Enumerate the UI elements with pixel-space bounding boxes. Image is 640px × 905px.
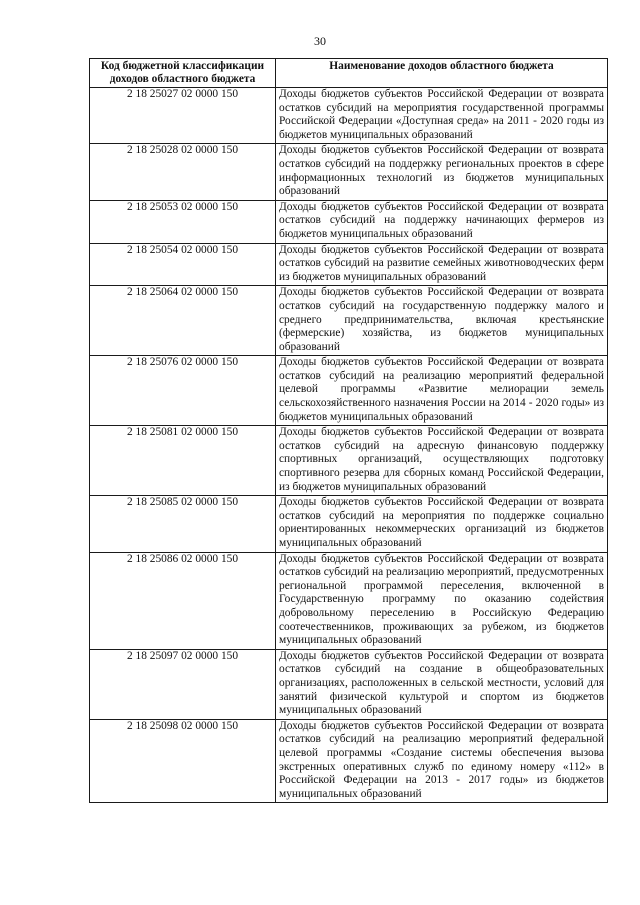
table-row (90, 88, 608, 144)
row-name: Доходы бюджетов субъектов Российской Федерации от возврата остатков субсидий на адресную финансовую поддержку спортивных организаций, осуществляющих подготовку спортивного резерва для сборных команд Российской Федерации, из бюджетов муниципальных образований (276, 426, 608, 496)
row-name: Доходы бюджетов субъектов Российской Федерации от возврата остатков субсидий на мероприятия по поддержке социально ориентированных некоммерческих организаций из бюджетов муниципальных образований (276, 496, 608, 552)
row-name: Доходы бюджетов субъектов Российской Федерации от возврата остатков субсидий на развитие семейных животноводческих ферм из бюджетов муниципальных образований (276, 243, 608, 286)
table-row (90, 243, 608, 286)
table-header-row (90, 59, 608, 88)
header-code: Код бюджетной классификации доходов областного бюджета (90, 59, 276, 88)
row-name: Доходы бюджетов субъектов Российской Федерации от возврата остатков субсидий на мероприятия государственной программы Российской Федерации «Доступная среда» на 2011 - 2020 годы из бюджетов муниципальных образований (276, 88, 608, 144)
row-code: 2 18 25053 02 0000 150 (90, 200, 276, 243)
row-name: Доходы бюджетов субъектов Российской Федерации от возврата остатков субсидий на государственную поддержку малого и среднего предпринимательства, включая крестьянские (фермерские) хозяйства, из бюджетов муниципальных образований (276, 286, 608, 356)
table-row (90, 286, 608, 356)
table-row (90, 144, 608, 200)
revenue-classification-table (89, 58, 608, 803)
row-code: 2 18 25028 02 0000 150 (90, 144, 276, 200)
row-name: Доходы бюджетов субъектов Российской Федерации от возврата остатков субсидий на поддержку региональных проектов в сфере информационных технологий из бюджетов муниципальных образований (276, 144, 608, 200)
row-code: 2 18 25054 02 0000 150 (90, 243, 276, 286)
table-row (90, 200, 608, 243)
row-name: Доходы бюджетов субъектов Российской Федерации от возврата остатков субсидий на реализацию мероприятий федеральной целевой программы «Создание системы обеспечения вызова экстренных оперативных служб по единому номеру «112» в Российской Федерации на 2013 - 2017 годы» из бюджетов муниципальных образований (276, 719, 608, 803)
table-row (90, 356, 608, 426)
row-name: Доходы бюджетов субъектов Российской Федерации от возврата остатков субсидий на реализацию мероприятий, предусмотренных региональной программой переселения, включенной в Государственную программу по оказанию содействия добровольному переселению в Российскую Федерацию соотечественников, проживающих за рубежом, из бюджетов муниципальных образований (276, 552, 608, 649)
row-name: Доходы бюджетов субъектов Российской Федерации от возврата остатков субсидий на реализацию мероприятий федеральной целевой программы «Развитие мелиорации земель сельскохозяйственного назначения России на 2014 - 2020 годы» из бюджетов муниципальных образований (276, 356, 608, 426)
row-code: 2 18 25098 02 0000 150 (90, 719, 276, 803)
row-name: Доходы бюджетов субъектов Российской Федерации от возврата остатков субсидий на создание в общеобразовательных организациях, расположенных в сельской местности, условий для занятий физической культурой и спортом из бюджетов муниципальных образований (276, 649, 608, 719)
row-code: 2 18 25097 02 0000 150 (90, 649, 276, 719)
row-code: 2 18 25064 02 0000 150 (90, 286, 276, 356)
table-row (90, 426, 608, 496)
table-row (90, 552, 608, 649)
row-code: 2 18 25085 02 0000 150 (90, 496, 276, 552)
table-row (90, 496, 608, 552)
row-code: 2 18 25081 02 0000 150 (90, 426, 276, 496)
row-code: 2 18 25076 02 0000 150 (90, 356, 276, 426)
row-code: 2 18 25027 02 0000 150 (90, 88, 276, 144)
page-number: 30 (314, 34, 326, 48)
row-code: 2 18 25086 02 0000 150 (90, 552, 276, 649)
table-row (90, 719, 608, 803)
table-row (90, 649, 608, 719)
header-name: Наименование доходов областного бюджета (276, 59, 608, 88)
row-name: Доходы бюджетов субъектов Российской Федерации от возврата остатков субсидий на поддержку начинающих фермеров из бюджетов муниципальных образований (276, 200, 608, 243)
